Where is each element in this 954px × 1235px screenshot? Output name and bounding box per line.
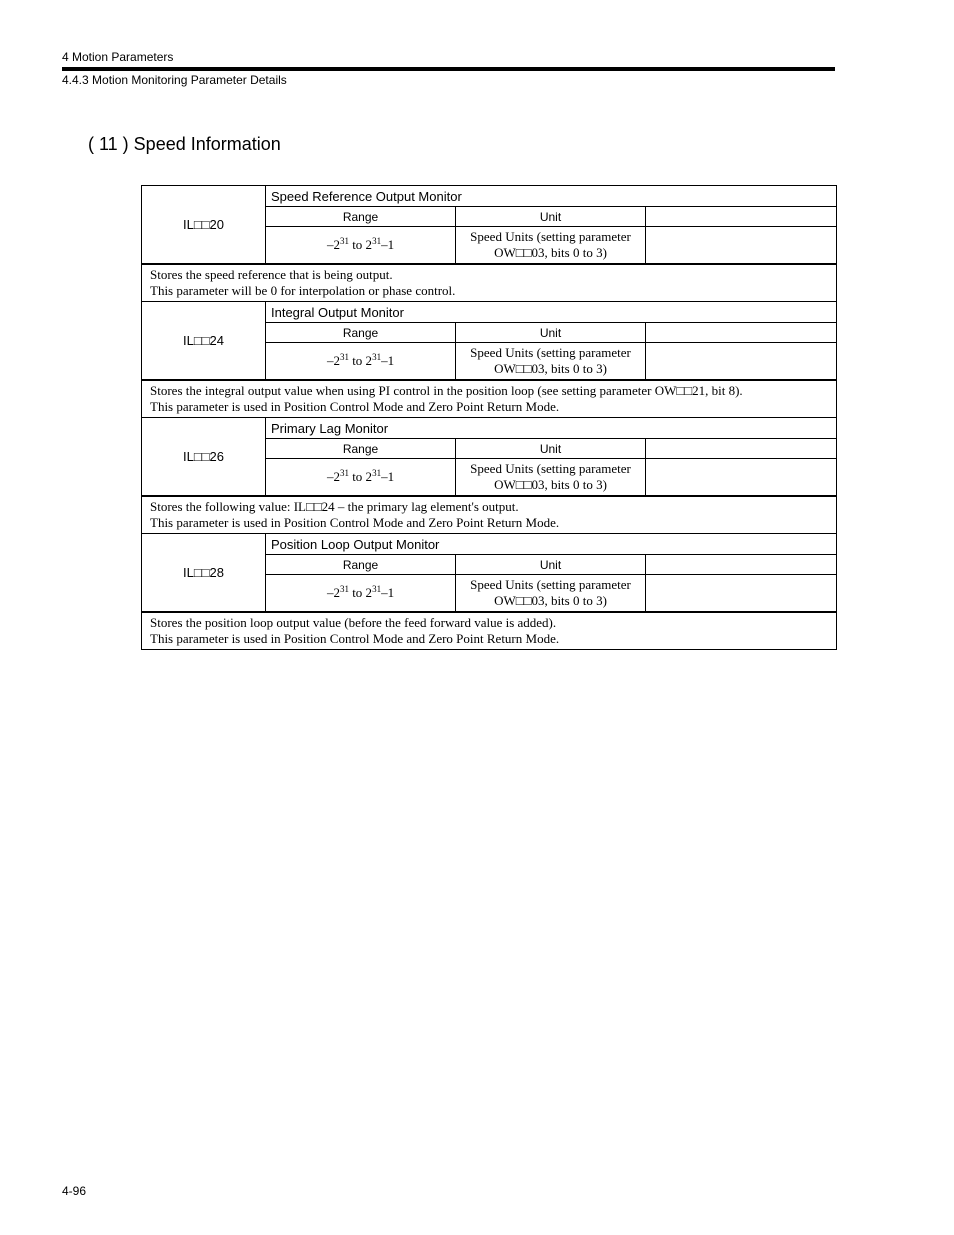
parameter-description [142, 380, 837, 418]
unit-value [456, 459, 646, 497]
description-line-1: Stores the following value: IL□□24 – the primary lag element's output. [150, 498, 519, 514]
parameter-description [142, 612, 837, 650]
unit-line-2: OW□□03, bits 0 to 3) [494, 593, 607, 608]
parameter-description [142, 264, 837, 302]
description-line-1: Stores the integral output value when using PI control in the position loop (see setting parameter OW□□21, bit 8). [150, 382, 743, 398]
description-line-2: This parameter will be 0 for interpolation or phase control. [150, 282, 456, 298]
range-value [266, 343, 456, 381]
parameter-name-row [142, 418, 837, 439]
range-mid: to 2 [348, 585, 373, 600]
range-base: –2 [326, 353, 340, 368]
range-tail: –1 [381, 585, 395, 600]
unit-line-1: Speed Units (setting parameter [470, 461, 631, 476]
unit-line-2: OW□□03, bits 0 to 3) [494, 477, 607, 492]
range-header: Range [266, 207, 456, 227]
unit-line-2: OW□□03, bits 0 to 3) [494, 361, 607, 376]
range-exponent-high: 31 [372, 236, 382, 246]
parameter-code: IL□□24 [142, 302, 266, 381]
empty-header-cell [646, 555, 837, 575]
parameter-name: Integral Output Monitor [266, 302, 837, 323]
section-header: 4.4.3 Motion Monitoring Parameter Details [62, 73, 287, 87]
empty-header-cell [646, 323, 837, 343]
parameter-description-row [142, 264, 837, 302]
parameter-code: IL□□26 [142, 418, 266, 497]
range-mid: to 2 [348, 237, 373, 252]
empty-value-cell [646, 575, 837, 613]
range-exponent-low: 31 [339, 468, 349, 478]
parameter-description-row [142, 612, 837, 650]
empty-header-cell [646, 207, 837, 227]
unit-value [456, 227, 646, 265]
unit-line-1: Speed Units (setting parameter [470, 345, 631, 360]
range-exponent-low: 31 [339, 584, 349, 594]
parameter-code: IL□□20 [142, 186, 266, 265]
description-line-1: Stores the speed reference that is being output. [150, 266, 393, 282]
parameter-name: Speed Reference Output Monitor [266, 186, 837, 207]
range-exponent-low: 31 [339, 352, 349, 362]
section-title: ( 11 ) Speed Information [88, 134, 281, 154]
parameter-code: IL□□28 [142, 534, 266, 613]
range-value [266, 227, 456, 265]
description-line-1: Stores the position loop output value (before the feed forward value is added). [150, 614, 557, 630]
range-exponent-high: 31 [372, 352, 382, 362]
range-header: Range [266, 555, 456, 575]
unit-value [456, 343, 646, 381]
unit-header: Unit [456, 207, 646, 227]
range-base: –2 [326, 237, 340, 252]
range-tail: –1 [381, 469, 395, 484]
parameter-name: Position Loop Output Monitor [266, 534, 837, 555]
range-header: Range [266, 323, 456, 343]
range-tail: –1 [381, 237, 395, 252]
range-base: –2 [326, 469, 340, 484]
range-exponent-high: 31 [372, 584, 382, 594]
unit-line-1: Speed Units (setting parameter [470, 577, 631, 592]
description-line-2: This parameter is used in Position Control Mode and Zero Point Return Mode. [150, 398, 560, 414]
unit-line-2: OW□□03, bits 0 to 3) [494, 245, 607, 260]
parameter-name: Primary Lag Monitor [266, 418, 837, 439]
range-mid: to 2 [348, 469, 373, 484]
description-line-2: This parameter is used in Position Control Mode and Zero Point Return Mode. [150, 630, 560, 646]
range-base: –2 [326, 585, 340, 600]
parameter-description-row [142, 380, 837, 418]
range-mid: to 2 [348, 353, 373, 368]
header-rule [62, 67, 835, 71]
empty-value-cell [646, 459, 837, 497]
unit-header: Unit [456, 555, 646, 575]
chapter-header: 4 Motion Parameters [62, 50, 174, 64]
empty-value-cell [646, 343, 837, 381]
parameter-name-row [142, 534, 837, 555]
unit-header: Unit [456, 439, 646, 459]
unit-line-1: Speed Units (setting parameter [470, 229, 631, 244]
description-line-2: This parameter is used in Position Control Mode and Zero Point Return Mode. [150, 514, 560, 530]
parameter-description-row [142, 496, 837, 534]
empty-value-cell [646, 227, 837, 265]
parameter-name-row [142, 302, 837, 323]
page-number: 4-96 [62, 1184, 87, 1198]
unit-header: Unit [456, 323, 646, 343]
range-value [266, 459, 456, 497]
parameter-name-row [142, 186, 837, 207]
range-exponent-high: 31 [372, 468, 382, 478]
parameter-description [142, 496, 837, 534]
empty-header-cell [646, 439, 837, 459]
parameter-table [141, 185, 837, 650]
range-tail: –1 [381, 353, 395, 368]
range-header: Range [266, 439, 456, 459]
range-exponent-low: 31 [339, 236, 349, 246]
unit-value [456, 575, 646, 613]
range-value [266, 575, 456, 613]
